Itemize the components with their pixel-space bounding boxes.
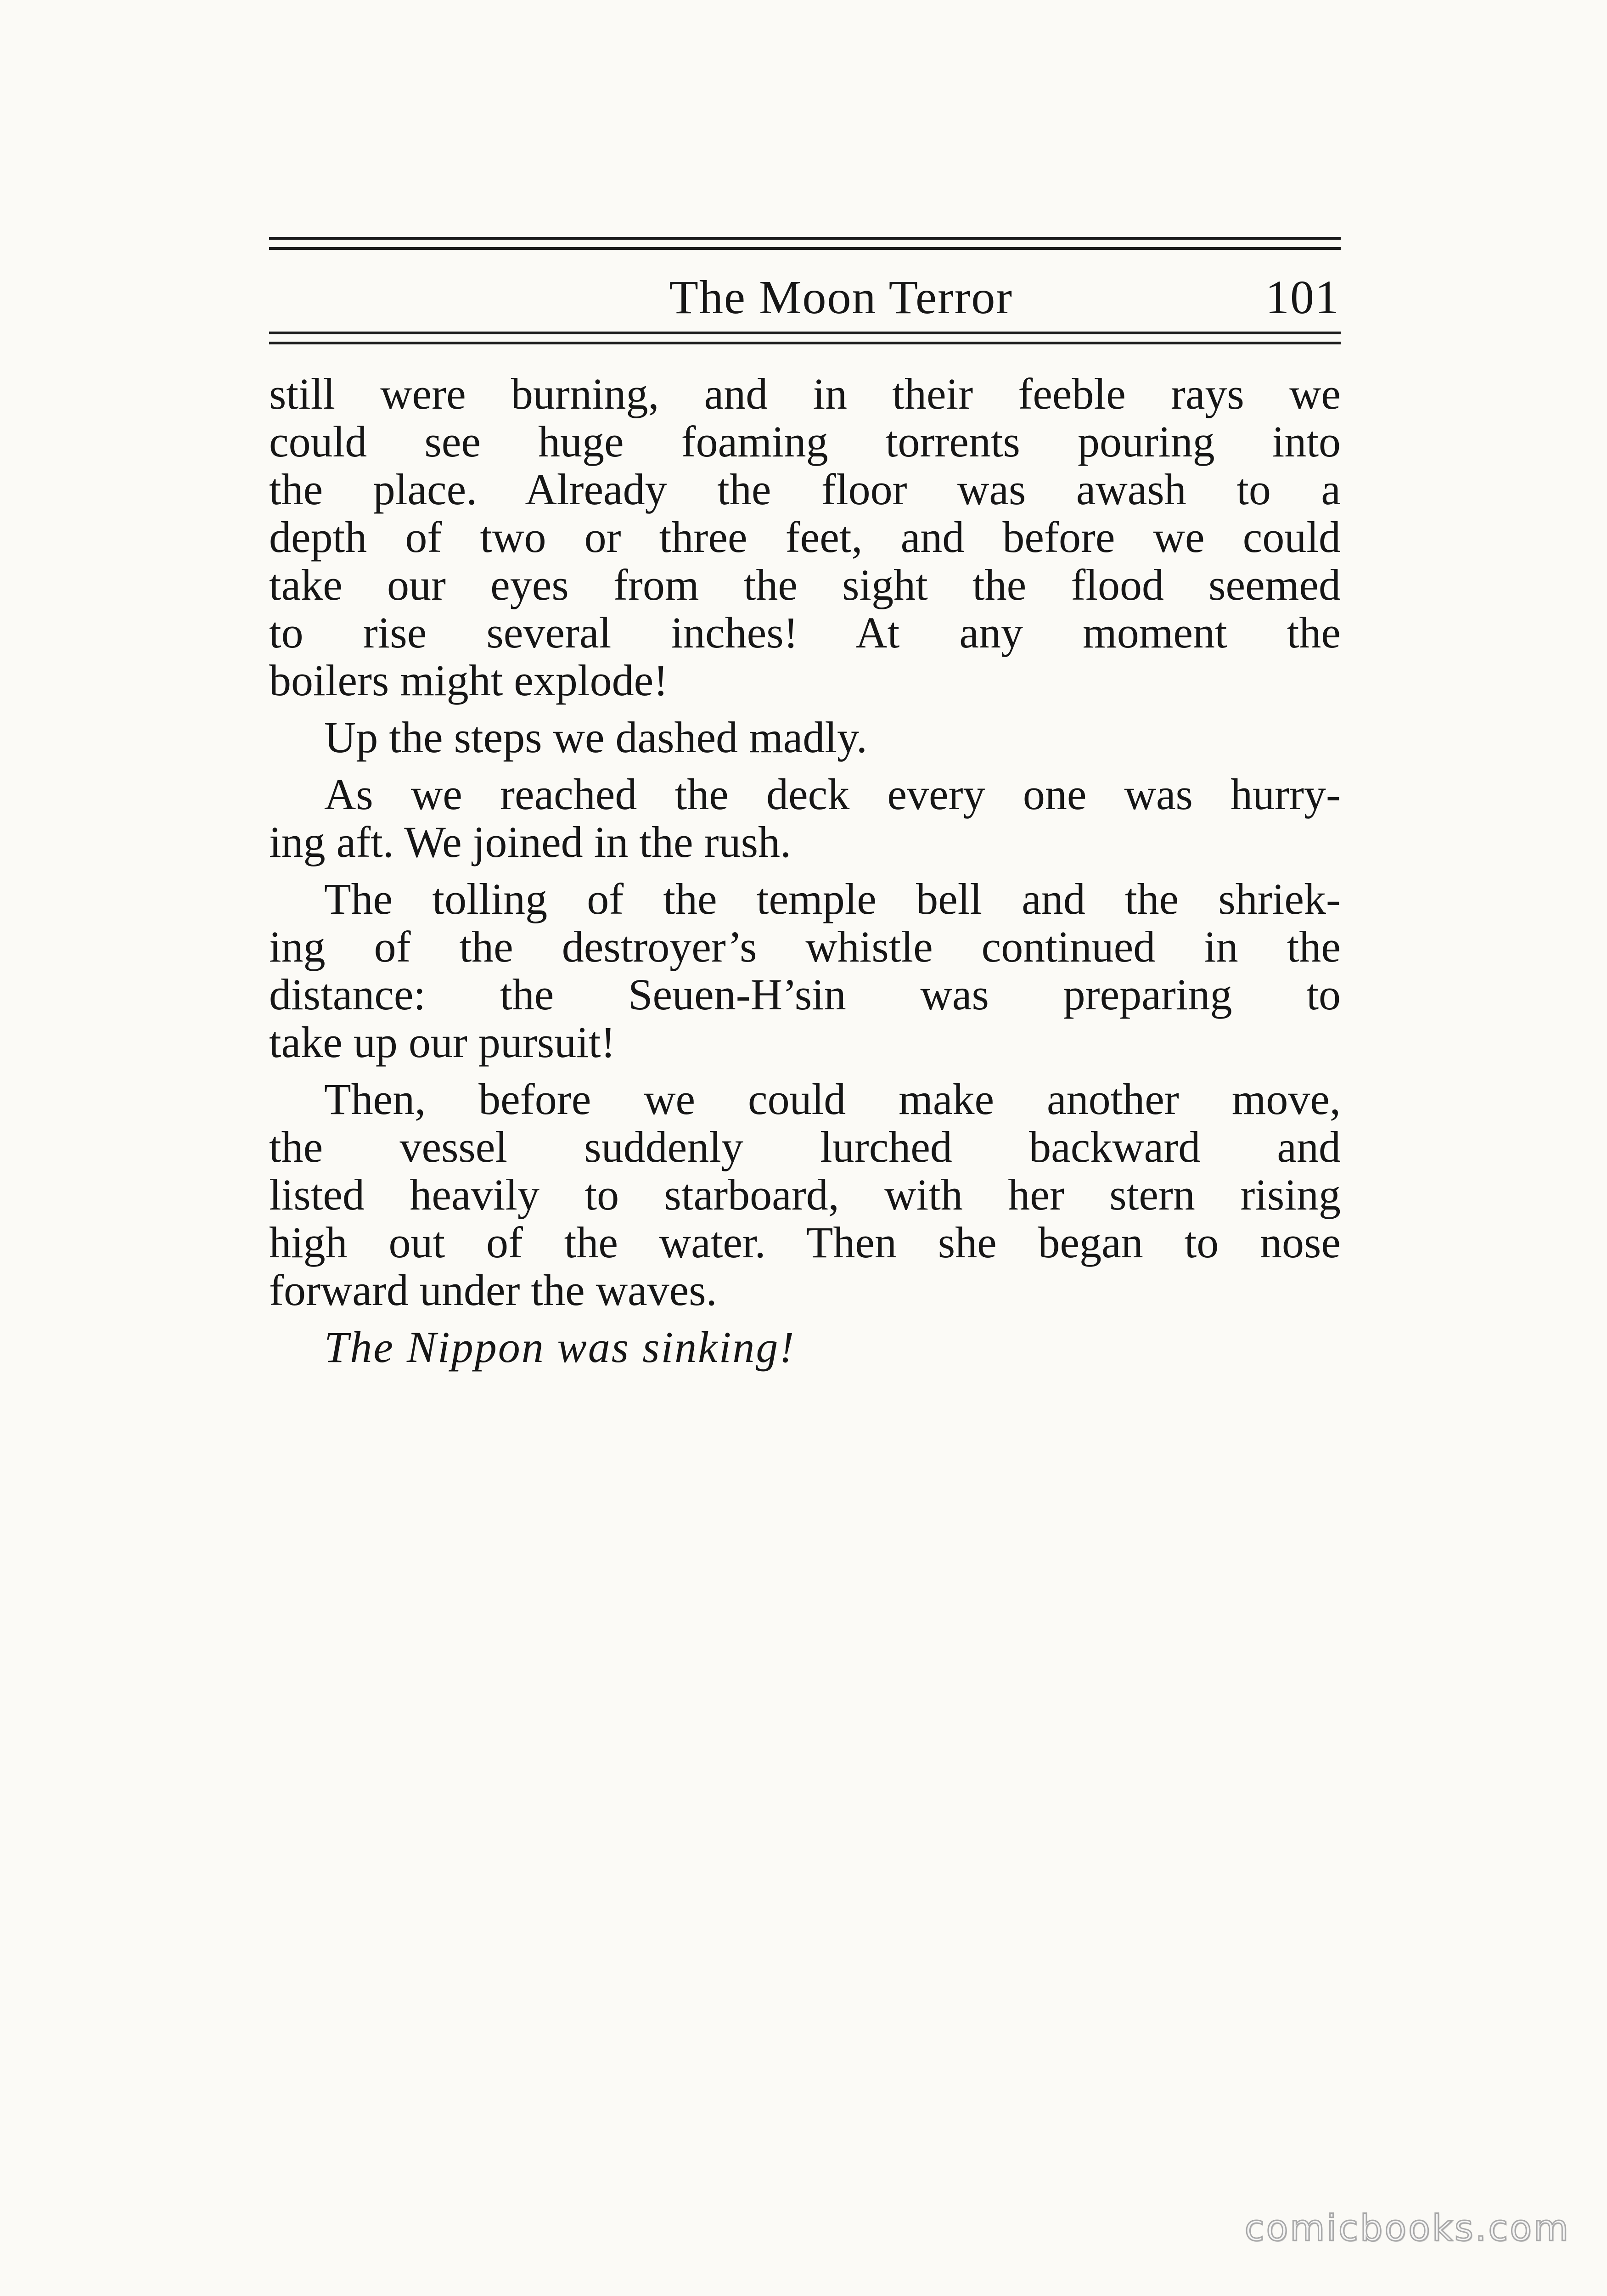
text-line: As we reached the deck every one was hurry- [324,770,1341,819]
text-line: listed heavily to starboard, with her stern rising [269,1170,1341,1219]
text-line: take up our pursuit! [269,1018,616,1067]
italic-text-line: The Nippon was sinking! [324,1322,796,1372]
header-rule-bottom-outer [269,342,1341,344]
text-line: still were burning, and in their feeble rays we [269,369,1341,418]
text-line: high out of the water. Then she began to nose [269,1218,1341,1267]
page-number: 101 [1265,271,1340,324]
header-rule-top-outer [269,237,1341,240]
header-rule-top-inner [269,247,1341,250]
text-line: distance: the Seuen-H’sin was preparing to [269,970,1341,1019]
text-line: Then, before we could make another move, [324,1075,1341,1124]
text-line: depth of two or three feet, and before we could [269,512,1341,562]
text-line: ing of the destroyer’s whistle continued in the [269,922,1341,971]
text-line: forward under the waves. [269,1266,717,1315]
paragraph [269,875,1341,1066]
text-line: take our eyes from the sight the flood seemed [269,560,1341,609]
body-text [269,370,1341,1380]
text-line: The tolling of the temple bell and the shriek- [324,874,1341,923]
text-line: the vessel suddenly lurched backward and [269,1122,1341,1171]
running-title: The Moon Terror [669,271,1013,324]
header-rule-bottom-inner [269,332,1341,334]
paragraph [269,1075,1341,1314]
text-line: Up the steps we dashed madly. [324,713,867,762]
paragraph-continued [269,370,1341,704]
paragraph-italic [269,1323,1341,1371]
paragraph [269,771,1341,866]
text-line: to rise several inches! At any moment the [269,608,1341,657]
running-header [269,237,1341,345]
text-line: ing aft. We joined in the rush. [269,817,791,867]
text-line: could see huge foaming torrents pouring into [269,417,1341,466]
site-watermark: comicbooks.com [1244,2208,1570,2249]
text-line: the place. Already the floor was awash to a [269,465,1341,514]
text-line: boilers might explode! [269,656,669,705]
paragraph [269,714,1341,761]
